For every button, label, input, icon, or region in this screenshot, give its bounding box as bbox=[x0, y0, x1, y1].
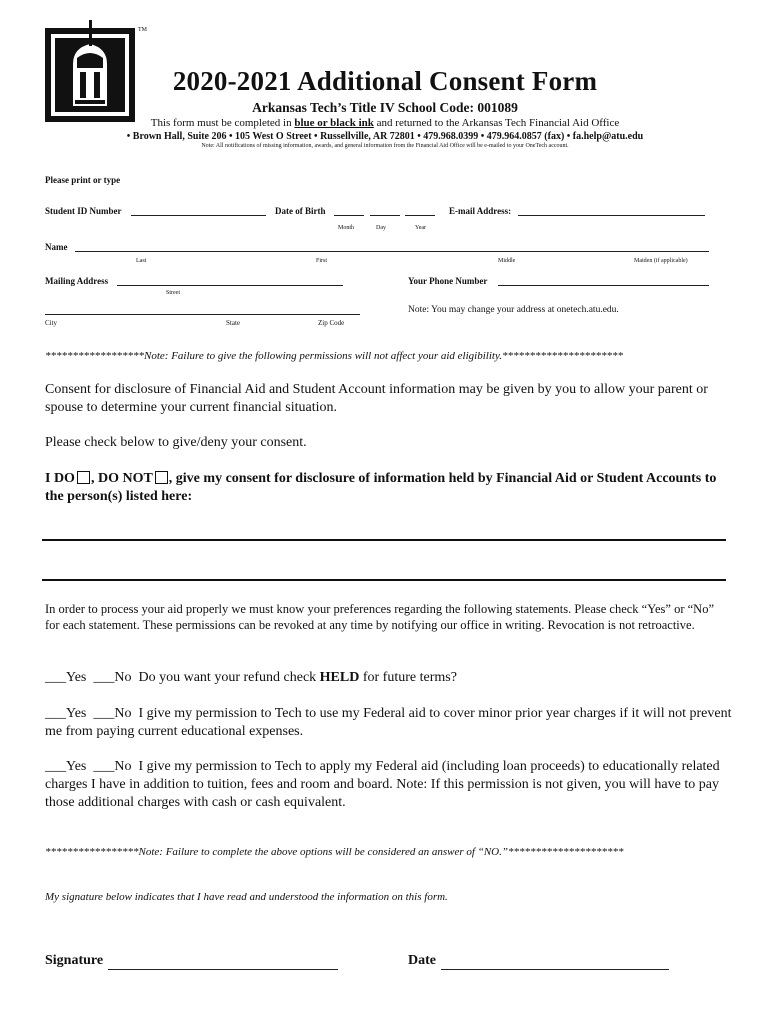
name-maiden-caption: Maiden (if applicable) bbox=[634, 258, 688, 264]
dob-year-caption: Year bbox=[415, 225, 427, 231]
page-title: 2020-2021 Additional Consent Form bbox=[172, 66, 598, 96]
q3-yes-blank[interactable]: ___Yes bbox=[45, 759, 87, 774]
mailing-address-label: Mailing Address bbox=[45, 276, 109, 286]
address-change-note: Note: You may change your address at onetech.atu.edu. bbox=[408, 305, 619, 315]
question-prior-year-charges: ___Yes ___No I give my permission to Tech to use my Federal aid to cover minor prior year charges if it will not prevent me from paying current educational expenses. bbox=[45, 706, 732, 739]
completion-warning: *****************Note: Failure to complete the above options will be considered an answer of “NO.”********************* bbox=[45, 846, 624, 858]
q2-no-blank[interactable]: ___No bbox=[93, 706, 132, 721]
q2-yes-blank[interactable]: ___Yes bbox=[45, 706, 87, 721]
student-id-label: Student ID Number bbox=[45, 206, 122, 216]
dob-label: Date of Birth bbox=[275, 206, 326, 216]
city-caption: City bbox=[45, 319, 58, 327]
school-code: Arkansas Tech’s Title IV School Code: 001089 bbox=[252, 100, 518, 115]
mailing-address-field[interactable] bbox=[117, 285, 343, 286]
phone-field[interactable] bbox=[498, 285, 709, 286]
date-label: Date bbox=[408, 953, 436, 968]
i-do-checkbox[interactable] bbox=[77, 471, 90, 484]
signature-label: Signature bbox=[45, 953, 104, 968]
check-instruction: Please check below to give/deny your consent. bbox=[45, 435, 307, 450]
dob-month-field[interactable] bbox=[334, 215, 364, 216]
name-last-caption: Last bbox=[136, 258, 147, 264]
question-related-charges: ___Yes ___No I give my permission to Tech to apply my Federal aid (including loan proceeds) to educationally related charges I have in addition to tuition, fees and room and board. Note: If this permission is not given, you will have to pay those additional charges with cash or cash equivalent. bbox=[45, 759, 720, 810]
name-middle-caption: Middle bbox=[498, 258, 516, 264]
print-instruction: Please print or type bbox=[45, 175, 121, 185]
q1-yes-blank[interactable]: ___Yes bbox=[45, 670, 87, 685]
trademark: TM bbox=[138, 27, 147, 33]
office-address: • Brown Hall, Suite 206 • 105 West O Street • Russellville, AR 72801 • 479.968.0399 • 479.964.0857 (fax) • fa.help@atu.edu bbox=[126, 131, 644, 142]
student-id-field[interactable] bbox=[131, 215, 266, 216]
dob-month-caption: Month bbox=[338, 225, 355, 231]
q3-no-blank[interactable]: ___No bbox=[93, 759, 132, 774]
q1-no-blank[interactable]: ___No bbox=[93, 670, 132, 685]
ink-instruction: This form must be completed in blue or black ink and returned to the Arkansas Tech Financial Aid Office bbox=[150, 117, 620, 129]
person-line-1[interactable] bbox=[42, 539, 726, 541]
do-not-checkbox[interactable] bbox=[155, 471, 168, 484]
dob-day-field[interactable] bbox=[370, 215, 400, 216]
name-label: Name bbox=[45, 242, 68, 252]
date-field[interactable] bbox=[441, 969, 669, 970]
phone-label: Your Phone Number bbox=[408, 276, 488, 286]
email-note: Note: All notifications of missing information, awards, and general information from the Financial Aid Office will be e-mailed to your OneTech account. bbox=[201, 143, 569, 149]
dob-year-field[interactable] bbox=[405, 215, 435, 216]
signature-statement: My signature below indicates that I have read and understood the information on this form. bbox=[45, 891, 448, 903]
email-field[interactable] bbox=[518, 215, 705, 216]
permission-warning: ******************Note: Failure to give the following permissions will not affect your aid eligibility.********************** bbox=[45, 350, 623, 362]
consent-statement: I DO , DO NOT , give my consent for disclosure of information held by Financial Aid or Student Accounts to the person(s) listed here: bbox=[45, 471, 717, 504]
name-field[interactable] bbox=[75, 251, 709, 252]
zip-caption: Zip Code bbox=[318, 319, 345, 327]
consent-paragraph: Consent for disclosure of Financial Aid and Student Account information may be given by you to allow your parent or spouse to determine your current financial situation. bbox=[45, 382, 708, 415]
city-state-zip-field[interactable] bbox=[45, 314, 360, 315]
person-line-2[interactable] bbox=[42, 579, 726, 581]
name-first-caption: First bbox=[316, 258, 328, 264]
email-label: E-mail Address: bbox=[449, 206, 512, 216]
question-refund-held: ___Yes ___No Do you want your refund check HELD for future terms? bbox=[45, 670, 457, 685]
street-caption: Street bbox=[166, 290, 180, 296]
preferences-intro: In order to process your aid properly we must know your preferences regarding the following statements. Please check “Yes” or “No” for each statement. These permissions can be revoked at any time by notifying our office in writing. Revocation is not retroactive. bbox=[45, 602, 715, 632]
dob-day-caption: Day bbox=[376, 225, 386, 231]
state-caption: State bbox=[226, 319, 240, 327]
signature-field[interactable] bbox=[108, 969, 338, 970]
